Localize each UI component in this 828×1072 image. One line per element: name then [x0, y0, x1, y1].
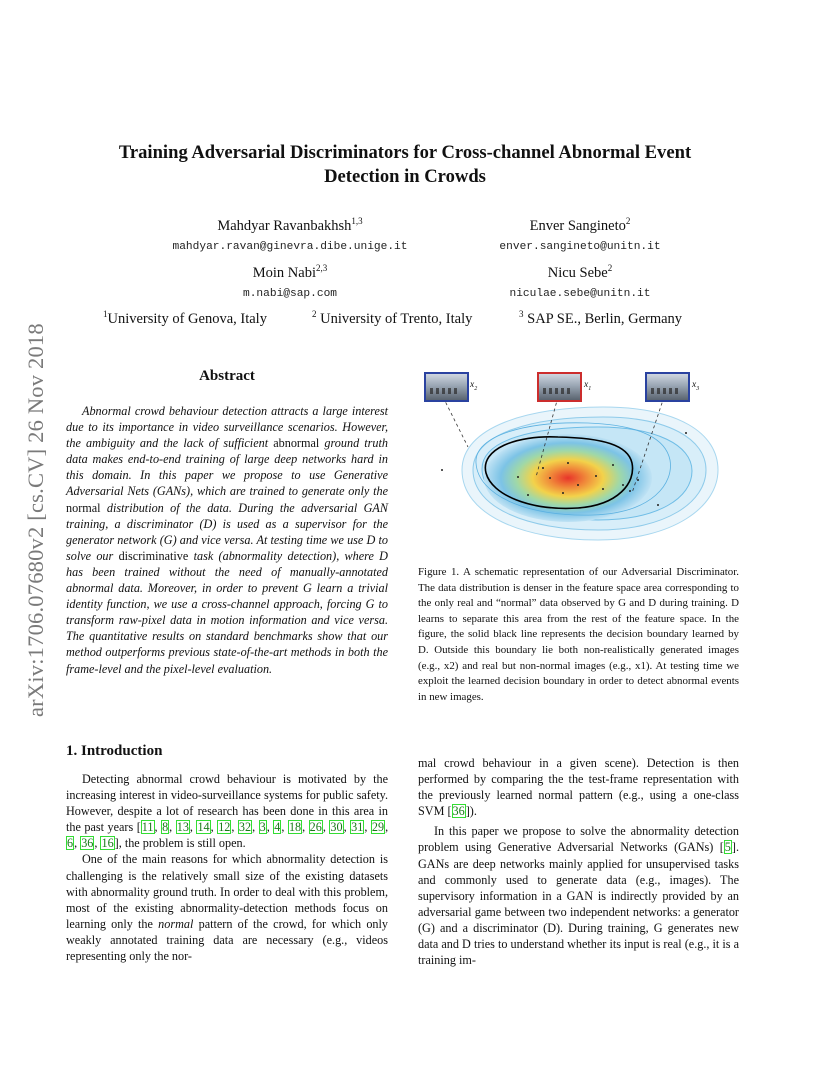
- sample-image-x1: [537, 372, 582, 402]
- sample-image-x2: [424, 372, 469, 402]
- citation-link[interactable]: 26: [309, 820, 322, 835]
- arxiv-stamp: arXiv:1706.07680v2 [cs.CV] 26 Nov 2018: [23, 323, 48, 717]
- citation-link[interactable]: 8: [162, 820, 169, 835]
- citation-link[interactable]: 36: [81, 836, 94, 851]
- author-3-email: m.nabi@sap.com: [243, 288, 337, 300]
- abstract-heading: Abstract: [199, 368, 255, 384]
- citation-link[interactable]: 18: [288, 820, 302, 835]
- author-3: Moin Nabi$^{2,3}$: [252, 263, 328, 281]
- citation-link[interactable]: 32: [238, 820, 252, 835]
- title-line-1: Training Adversarial Discriminators for Cross-channel Abnormal Event: [118, 142, 692, 163]
- author-4-email: niculae.sebe@unitn.it: [509, 288, 651, 300]
- citation-link[interactable]: 29: [371, 820, 385, 835]
- citation-link[interactable]: 12: [218, 820, 231, 835]
- intro-right-column: [418, 755, 739, 968]
- author-1: Mahdyar Ravanbakhsh$^{1,3}$: [217, 216, 363, 234]
- citation-link[interactable]: 30: [330, 820, 343, 835]
- author-2: Enver Sangineto$^2$: [529, 216, 631, 234]
- affiliation-2: $^2$ University of Trento, Italy: [312, 309, 473, 327]
- citation-link[interactable]: 3: [259, 820, 266, 835]
- citation-link[interactable]: 6: [67, 836, 74, 851]
- figure-1-caption: Figure 1. A schematic representation of our Adversarial Discriminator. The data distribution is denser in the feature space area corresponding to the only real and “normal” data observed by G and D during training. D learns to separate this area from the rest of the feature space. In the figure, the solid black line represents the decision boundary learned by D. Outside this boundary lie both non-realistically generated images (e.g., x2) and real but non-normal images (e.g., x1). At testing time we exploit the learned decision boundary in order to detect abnormal events in new images.: [418, 566, 739, 703]
- label-x3: $x_3$: [692, 380, 700, 392]
- intro-left-column: [66, 771, 388, 964]
- affiliation-1: $^1$University of Genova, Italy: [103, 309, 267, 327]
- intro-paragraph-3: mal crowd behaviour in a given scene). Detection is then performed by comparing the the test-frame representation with the previously learned normal pattern (e.g., using a one-class SVM [36]).: [418, 756, 739, 819]
- citation-link[interactable]: 14: [197, 820, 210, 835]
- citation-link[interactable]: 5: [724, 840, 731, 855]
- affiliation-3: $^3$ SAP SE., Berlin, Germany: [519, 309, 683, 327]
- citation-link[interactable]: 4: [274, 820, 281, 835]
- paper-title: [80, 141, 730, 189]
- intro-heading: 1. Introduction: [66, 743, 163, 759]
- abstract-body: Abnormal crowd behaviour detection attracts a large interest due to its importance in video surveillance scenarios. However, the ambiguity and the lack of sufficient abnormal ground truth data makes end-to-end training of large deep networks hard in this domain. In this paper we propose to use Generative Adversarial Nets (GANs), which are trained to generate only the normal distribution of the data. During the adversarial GAN training, a discriminator (D) is used as a supervisor for the generator network (G) and vice versa. At testing time we use D to solve our discriminative task (abnormality detection), where D has been trained without the need of manually-annotated abnormal data. Moreover, in order to prevent G learn a trivial identity function, we use a cross-channel approach, forcing G to transform raw-pixel data in motion information and vice versa. The quantitative results on standard benchmarks show that our method outperforms previous state-of-the-art methods in both the frame-level and the pixel-level evaluation.: [66, 404, 389, 676]
- label-x2: $x_2$: [470, 380, 478, 392]
- author-1-email: mahdyar.ravan@ginevra.dibe.unige.it: [172, 241, 408, 253]
- citation-link[interactable]: 11: [141, 820, 154, 835]
- intro-paragraph-4: In this paper we propose to solve the abnormality detection problem using Generative Adversarial Networks (GANs) [5]. GANs are deep networks mainly applied for unsupervised tasks and commonly used to generate data (e.g., images). The supervisory information in a GAN is indirectly provided by an adversarial game between two independent networks: a generator (G) and a discriminator (D). During training, G generates new data and D tries to understand whether its input is real (e.g., it is a training im-: [418, 824, 739, 968]
- figure-1: [418, 365, 739, 555]
- citation-link[interactable]: 36: [452, 804, 465, 819]
- citation-link[interactable]: 31: [351, 820, 364, 835]
- author-2-email: enver.sangineto@unitn.it: [499, 241, 661, 253]
- citation-link[interactable]: 16: [101, 836, 114, 851]
- intro-paragraph-2: One of the main reasons for which abnormality detection is challenging is the relatively small size of the existing datasets with abnormality ground truth. In order to deal with this problem, most of the existing abnormality-detection methods focus on learning only the normal pattern of the crowd, for which only weakly annotated training data are necessary (e.g., videos representing only the nor-: [66, 852, 388, 964]
- label-x1: $x_1$: [584, 380, 592, 392]
- author-4: Nicu Sebe$^2$: [547, 263, 613, 281]
- citation-link[interactable]: 13: [176, 820, 189, 835]
- sample-image-x3: [645, 372, 690, 402]
- intro-paragraph-1: Detecting abnormal crowd behaviour is motivated by the increasing interest in video-surveillance systems for public safety. However, despite a lot of research has been done in this area in the past years [11, 8, 13, 14, 12, 32, 3, 4, 18, 26, 30, 31, 29, 6, 36, 16], the problem is still open.: [66, 772, 389, 851]
- title-line-2: Detection in Crowds: [324, 166, 486, 187]
